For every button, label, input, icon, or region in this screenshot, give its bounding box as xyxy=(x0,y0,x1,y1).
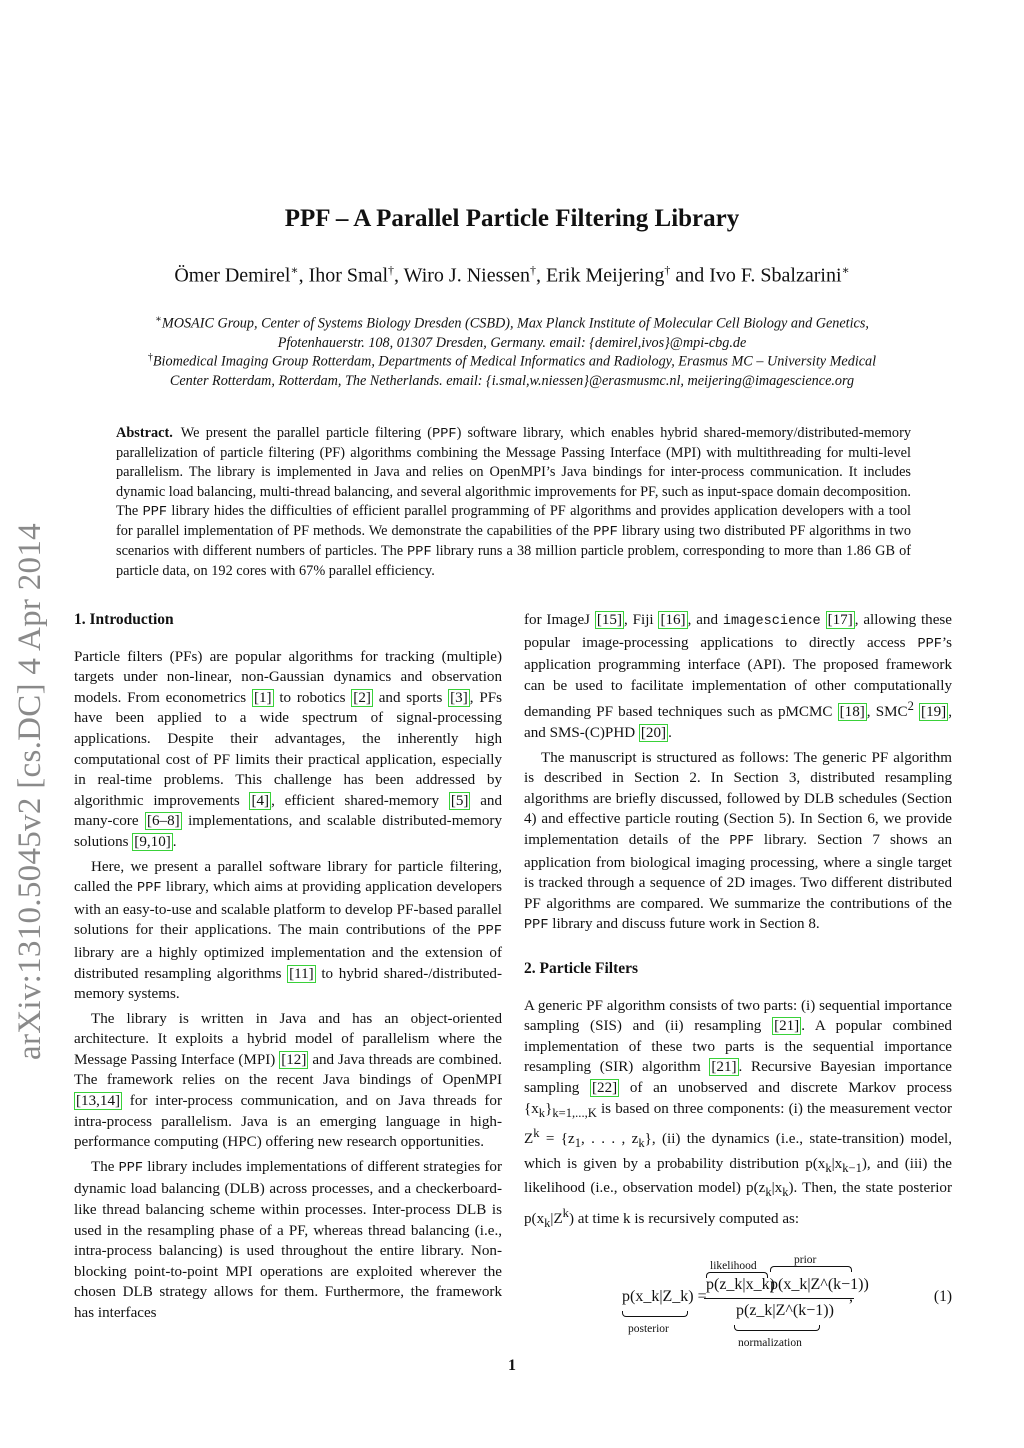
citation-link[interactable]: [5] xyxy=(450,792,469,809)
paragraph xyxy=(524,996,952,1234)
affiliation-mosaic xyxy=(85,310,939,353)
author-name: , Ihor Smal xyxy=(298,264,388,287)
body-text: ) at time k is recursively computed as: xyxy=(568,1211,800,1227)
body-text: library. Section 7 shows an application from biological imaging processing, where a single target is tracked through a sequence of 2D images. Two different distributed PF algorithms are compared. We summarize the contributions of the xyxy=(524,831,953,912)
superscript: 2 xyxy=(907,699,914,714)
code-imagescience: imagescience xyxy=(722,614,821,629)
author-mark: † xyxy=(388,263,394,277)
citation-link[interactable]: [20] xyxy=(640,725,667,741)
subscript: k−1 xyxy=(842,1160,862,1175)
code-ppf: PPF xyxy=(432,427,457,442)
author-list xyxy=(0,263,1024,288)
code-ppf: PPF xyxy=(118,1160,144,1176)
author-name: , Wiro J. Niessen xyxy=(394,264,531,287)
citation-link[interactable]: [17] xyxy=(827,612,853,628)
body-text: The manuscript is structured as follows: The generic PF algorithm is described in Section 2. In Section 3, distributed resampling algorithms are briefly discussed, followed by DLB schedules (Section 4) and effective particle routing (Section 5). In Section 6, we provide implementation details of the xyxy=(524,749,952,848)
body-text: The xyxy=(91,1158,119,1175)
body-text: , and xyxy=(687,612,723,628)
body-text: and Java threads are combined. The framework relies on the recent Java bindings of OpenMPI xyxy=(74,1051,502,1089)
citation-link[interactable]: [15] xyxy=(596,612,623,628)
fraction-line xyxy=(704,1298,854,1299)
numerator-prior: p(x_k|Z^(k−1)) xyxy=(770,1275,869,1293)
paragraph xyxy=(524,748,952,937)
body-text: . xyxy=(172,833,177,850)
body-text: for ImageJ xyxy=(524,612,595,628)
code-ppf: PPF xyxy=(477,924,502,940)
citation-link[interactable]: [18] xyxy=(839,704,865,721)
body-text: library are a highly optimized implementation and the extension of distributed resampling algorithms xyxy=(74,944,502,982)
code-ppf: PPF xyxy=(917,636,942,652)
citation-link[interactable]: [3] xyxy=(450,689,468,706)
subscript: k xyxy=(782,1185,789,1200)
abstract-text: We present the parallel particle filtering ( xyxy=(180,425,433,441)
citation-link[interactable]: [4] xyxy=(251,792,270,809)
citation-link[interactable]: [21] xyxy=(711,1059,737,1076)
paragraph xyxy=(74,857,502,1005)
right-column xyxy=(524,610,953,1349)
section-heading-introduction: 1. Introduction xyxy=(74,611,174,628)
affiliation-line: Pfotenhauerstr. 108, 01307 Dresden, Germany. email: {demirel,ivos}@mpi-cbg.de xyxy=(277,334,747,351)
subscript: k=1,...,K xyxy=(552,1105,597,1120)
affiliation-mark: ∗ xyxy=(155,314,162,325)
body-text: |x xyxy=(831,1155,843,1172)
body-text: ), and (iii) the likelihood (i.e., observation model) p(z xyxy=(524,1155,952,1197)
body-text: , and SMS-(C)PHD xyxy=(524,704,952,741)
body-text: library and discuss future work in Section 8. xyxy=(548,916,820,933)
subscript: k xyxy=(765,1185,772,1200)
author-name: and Ivo F. Sbalzarini xyxy=(670,264,842,287)
citation-link[interactable]: [13,14] xyxy=(76,1093,121,1110)
label-prior: prior xyxy=(794,1253,817,1266)
body-text: . xyxy=(668,725,672,741)
body-text: for inter-process communication, and on Java threads for intra-process parallelism. Java is an emerging language in high-performance computing (HPC) offering new research opportunities. xyxy=(74,1093,502,1151)
author-mark: ∗ xyxy=(290,263,299,277)
citation-link[interactable]: [11] xyxy=(289,965,314,982)
left-column xyxy=(74,610,502,1328)
code-ppf: PPF xyxy=(593,525,618,541)
paragraph xyxy=(74,1157,502,1324)
paragraph xyxy=(74,1009,502,1153)
citation-link[interactable]: [1] xyxy=(253,689,272,706)
underbrace-posterior xyxy=(622,1311,688,1317)
author-name: Ömer Demirel xyxy=(174,264,291,287)
affiliation-line: MOSAIC Group, Center of Systems Biology Dresden (CSBD), Max Planck Institute of Molecular Cell Biology and Genetics, xyxy=(161,315,869,332)
body-text: A generic PF algorithm consists of two parts: (i) sequential importance sampling (SIS) and (ii) resampling xyxy=(524,997,952,1035)
abstract-text: library using two distributed PF algorithms in two scenarios with different numbers of particles. The xyxy=(116,523,911,560)
body-text: library includes implementations of different strategies for dynamic load balancing (DLB) across processes, and a checkerboard-like thread balancing scheme within processes. Inter-process DLB is used in the resampling phase of a PF, whereas thread balancing (i.e., intra-process balancing) is used throughout the entire library. Non-blocking point-to-point MPI operations are exploited wherever the chosen DLB strategy allows for them. Furthermore, the framework has interfaces xyxy=(74,1158,502,1321)
body-text: }, (ii) the dynamics (i.e., state-transition) model, which is given by a probability distribution p(x xyxy=(524,1131,952,1172)
paper-title: PPF – A Parallel Particle Filtering Library xyxy=(284,205,740,232)
code-ppf: PPF xyxy=(524,918,549,934)
citation-link[interactable]: [16] xyxy=(660,612,686,628)
abstract-text: ) software library, which enables hybrid shared-memory/distributed-memory parallelization of particle filtering (PF) algorithms combining the Message Passing Interface (MPI) with multithreading for multi-level parallelism. The library is implemented in Java and relies on OpenMPI’s Java bindings for inter-process communication. It includes dynamic load balancing, multi-thread balancing, and several algorithmic improvements for PF, such as input-space domain decomposition. The xyxy=(116,425,911,519)
body-text: , PFs have been applied to a wide spectrum of signal-processing applications. Despite their advantages, the inherently high computational cost of PF limits their practical application, especially in real-time problems. This challenge has been addressed by algorithmic improvements xyxy=(74,689,502,809)
code-ppf: PPF xyxy=(142,504,168,520)
equation-comma: , xyxy=(849,1287,853,1305)
author-name: , Erik Meijering xyxy=(536,264,665,287)
body-text: , allowing these popular image-processing applications to directly access xyxy=(524,612,953,651)
body-text: to robotics xyxy=(273,689,352,706)
citation-link[interactable]: [9,10] xyxy=(134,833,171,850)
label-posterior: posterior xyxy=(628,1322,669,1335)
body-text: of an unobserved and discrete Markov process {x xyxy=(524,1079,952,1117)
body-text: is based on three components: (i) the measurement vector Z xyxy=(524,1100,952,1148)
affiliation-line: Biomedical Imaging Group Rotterdam, Departments of Medical Informatics and Radiology, Erasmus MC – University Medical xyxy=(152,353,877,370)
denominator: p(z_k|Z^(k−1)) xyxy=(736,1301,834,1319)
author-mark: ∗ xyxy=(841,263,850,277)
body-text: } xyxy=(545,1100,553,1117)
body-text: ’s application programming interface (API). The proposed framework can be used to facilitate implementation of other computationally demanding PF based techniques such as pMCMC xyxy=(524,634,952,721)
body-text: The library is written in Java and has an object-oriented architecture. It exploits a hybrid model of parallelism where the Message Passing Interface (MPI) xyxy=(74,1010,502,1068)
superscript: k xyxy=(533,1126,540,1141)
body-text: Here, we present a parallel software library for particle filtering, called the xyxy=(74,858,502,896)
body-text: Particle filters (PFs) are popular algorithms for tracking (multiple) targets under non-linear, non-Gaussian dynamics and observation models. From econometrics xyxy=(74,648,502,706)
citation-link[interactable]: [2] xyxy=(353,689,371,706)
citation-link[interactable]: [21] xyxy=(774,1018,800,1035)
superscript: k xyxy=(562,1205,569,1220)
body-text: and many-core xyxy=(74,792,502,830)
paragraph xyxy=(524,610,952,744)
equation-number: (1) xyxy=(933,1287,952,1305)
affiliation-mark: † xyxy=(147,352,153,363)
abstract xyxy=(116,424,911,582)
author-mark: † xyxy=(530,263,537,277)
body-text: implementations, and scalable distributed-memory solutions xyxy=(74,813,502,850)
underbrace-normalization xyxy=(734,1325,820,1331)
label-normalization: normalization xyxy=(738,1336,802,1349)
code-ppf: PPF xyxy=(729,833,754,849)
label-likelihood: likelihood xyxy=(710,1259,757,1272)
subscript: k xyxy=(638,1136,645,1151)
subscript: k xyxy=(825,1160,832,1175)
body-text: and sports xyxy=(372,689,449,706)
body-text: . A popular combined implementation of these two parts is the sequential importance resampling (SIR) algorithm xyxy=(524,1018,952,1076)
affiliation-rotterdam xyxy=(85,348,939,391)
body-text: |Z xyxy=(550,1211,563,1227)
body-text: , efficient shared-memory xyxy=(271,792,449,809)
abstract-text: library hides the difficulties of efficient parallel programming of PF algorithms and provides application developers with a tool for parallel implementation of PF methods. We demonstrate the capabilities of the xyxy=(116,502,911,540)
body-text: , . . . , z xyxy=(581,1131,639,1148)
body-text: |x xyxy=(771,1180,783,1197)
citation-link[interactable]: [22] xyxy=(592,1079,618,1096)
body-text: . Recursive Bayesian importance sampling xyxy=(524,1059,952,1096)
code-ppf: PPF xyxy=(137,881,162,897)
body-text xyxy=(821,612,826,628)
section-heading-particle-filters: 2. Particle Filters xyxy=(524,959,639,977)
body-text: , Fiji xyxy=(624,612,659,628)
affiliation-line: Center Rotterdam, Rotterdam, The Netherlands. email: {i.smal,w.niessen}@erasmusmc.nl, meijering@imagescience.org xyxy=(169,372,855,389)
body-text: ). Then, the state posterior p(x xyxy=(524,1180,952,1227)
overbrace-prior xyxy=(770,1266,852,1272)
body-text: to hybrid shared-/distributed-memory systems. xyxy=(74,965,502,1003)
subscript: 1 xyxy=(574,1136,581,1151)
citation-link[interactable]: [19] xyxy=(921,704,947,721)
citation-link[interactable]: [6–8] xyxy=(146,813,180,830)
author-mark: † xyxy=(664,263,671,277)
page-number: 1 xyxy=(508,1357,516,1374)
citation-link[interactable]: [12] xyxy=(281,1051,307,1068)
abstract-text: library runs a 38 million particle problem, corresponding to more than 1.86 GB of particle data, on 192 cores with 67% parallel efficiency. xyxy=(116,543,911,580)
abstract-label: Abstract. xyxy=(116,425,173,441)
subscript: k xyxy=(538,1105,546,1120)
numerator-likelihood: p(z_k|x_k) xyxy=(706,1275,775,1293)
code-ppf: PPF xyxy=(407,545,432,561)
body-text: = {z xyxy=(539,1131,575,1148)
equation-1 xyxy=(524,1244,952,1349)
body-text: library, which aims at providing application developers with an easy-to-use and scalable platform to develop PF-based parallel solutions for their applications. The main contributions of the xyxy=(74,879,502,939)
paragraph xyxy=(74,647,502,853)
equation-lhs: p(x_k|Z_k) = xyxy=(622,1287,707,1305)
subscript: k xyxy=(544,1216,551,1231)
body-text: , SMC xyxy=(866,704,908,721)
arxiv-side-stamp: arXiv:1310.5045v2 [cs.DC] 4 Apr 2014 xyxy=(12,523,48,1060)
